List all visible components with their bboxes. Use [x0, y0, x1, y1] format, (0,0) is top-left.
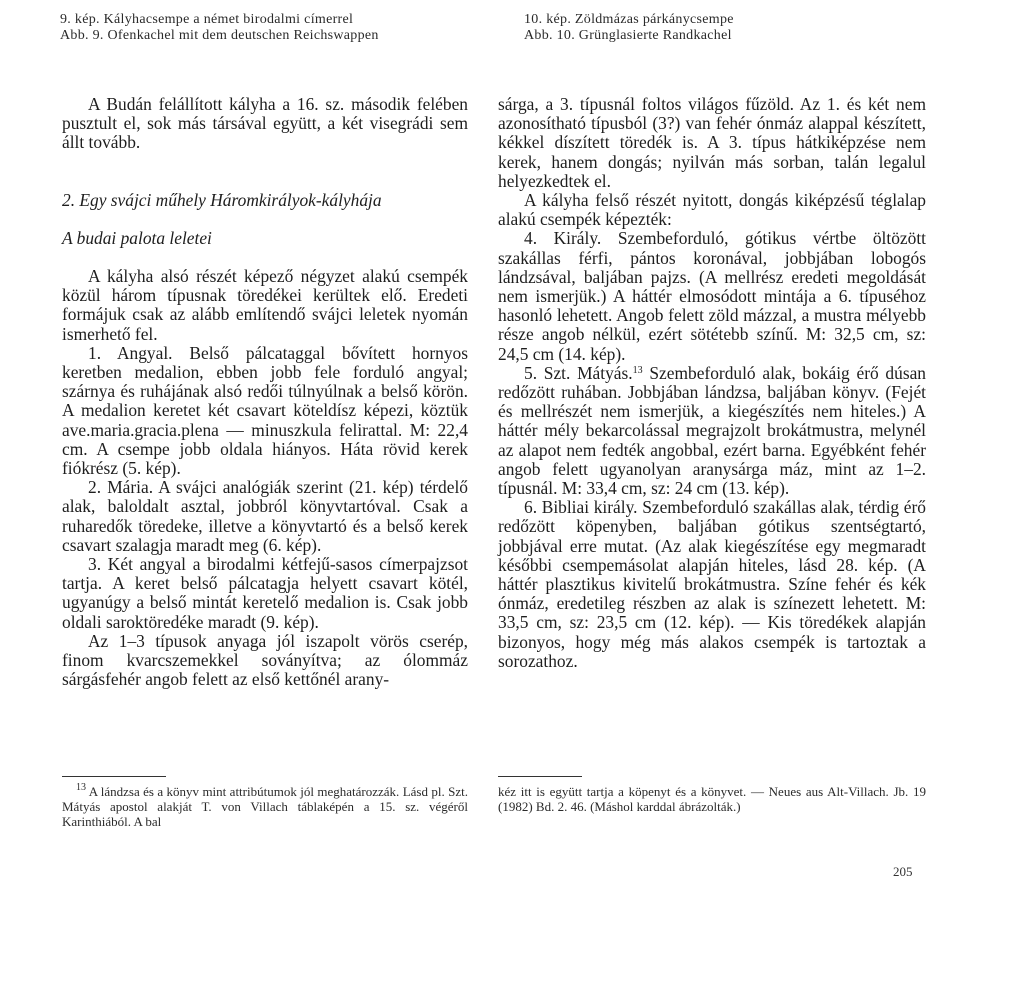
- type-5-title: 5. Szt. Mátyás.: [524, 362, 633, 383]
- section-heading: 2. Egy svájci műhely Háromkirályok-kályhája: [62, 189, 382, 210]
- material-paragraph: Az 1–3 típusok anyaga jól iszapolt vörös cserép, finom kvarcszemekkel soványítva; az ólommáz sárgásfehér angob felett az első kettőnél arany-: [62, 630, 468, 690]
- footnote-13-text: A lándzsa és a könyv mint attribútumok jól meghatározzák. Lásd pl. Szt. Mátyás apostol alakját T. von Villach táblaképén a 15. sz. végéről Karinthiából. A bal: [62, 784, 468, 829]
- subheading: A budai palota leletei: [62, 227, 212, 248]
- type-4-king-paragraph: 4. Király. Szembeforduló, gótikus vértbe öltözött szakállas férfi, pántos koronával, jobbjában lobogós lándzsával, baljában pajzs. (A mellrész eredeti megoldását nem ismerjük.) A háttér elmosódott mintája a 6. típuséhoz hasonló lehetett. Angob felett zöld mázzal, a mustra mélyebb része angob nélkül, ezért sötétebb színű. M: 32,5 cm, sz: 24,5 cm (14. kép).: [498, 228, 926, 364]
- footnote-right: [498, 784, 926, 814]
- type-6-biblical-king-paragraph: 6. Bibliai király. Szembeforduló szakállas alak, térdig érő redőzött köpenyben, baljában gótikus szentségtartó, jobbjával erre mutat. (Az alak kiegészítése egy megmaradt későbbi csempemásolat alapján hiteles, lásd 28. kép. (A háttér plasztikus kivitelű brokátmustra. Színe fehér és kék ónmáz, eredetileg részben az alak is színezett lehetett. M: 33,5 cm, sz: 23,5 cm (12. kép). — Kis töredékek alapján bizonyos, hogy még más alakos csempék is tartoztak a sorozathoz.: [498, 497, 926, 671]
- type-5-text: Szembeforduló alak, bokáig érő dúsan redőzött ruhában. Jobbjában lándzsa, baljában könyv. (Fejét és mellrészét nem ismerjük, a kiegészítés nem hiteles.) A háttér mély bekarcolással megrajzolt brokátmustra, melynél az alapot nem fedték angobbal, ezért barna. Egyébként fehér angob felett ugyanolyan aranysárga máz, mint az 1–2. típusnál. M: 33,4 cm, sz: 24 cm (13. kép).: [498, 362, 926, 499]
- footnote-reference-13: 13: [632, 364, 643, 376]
- footnote-13-continuation: kéz itt is együtt tartja a köpenyt és a könyvet. — Neues aus Alt-Villach. Jb. 19 (1982) Bd. 2. 46. (Máshol karddal ábrázolták.): [498, 784, 926, 814]
- footnote-left: [62, 784, 468, 829]
- right-text-column: [498, 95, 926, 671]
- footnote-rule-right: [498, 776, 582, 777]
- glaze-continuation-paragraph: sárga, a 3. típusnál foltos világos fűzöld. Az 1. és két nem azonosítható típusból (3?) van fehér ónmáz alappal készített, kékkel díszített töredék is. A 3. típus hátkiképzése nem kerek, hanem dongás; nyilván más sorban, talán legalul helyezkedtek el.: [498, 94, 926, 191]
- figure-caption-9-hungarian: 9. kép. Kályhacsempe a német birodalmi címerrel: [60, 12, 354, 27]
- footnote-number: 13: [76, 782, 86, 793]
- type-5-st-matthias-paragraph: [498, 364, 926, 498]
- intro-paragraph: A Budán felállított kályha a 16. sz. második felében pusztult el, sok más társával együtt, a két visegrádi sem állt tovább.: [62, 94, 468, 153]
- figure-caption-10-hungarian: 10. kép. Zöldmázas párkánycsempe: [524, 12, 734, 27]
- type-2-mary-paragraph: 2. Mária. A svájci analógiák szerint (21. kép) térdelő alak, baloldalt asztal, jobbról könyvtartóval. Csak a ruharedők töredeke, illetve a könyvtartó és a belső kerek csavart szalagja maradt meg (6. kép).: [62, 477, 468, 555]
- upper-tiles-paragraph: A kályha felső részét nyitott, dongás kiképzésű téglalap alakú csempék képezték:: [498, 190, 926, 230]
- page-number: 205: [893, 864, 913, 879]
- left-text-column: [62, 95, 468, 689]
- type-3-angels-paragraph: 3. Két angyal a birodalmi kétfejű-sasos címerpajzsot tartja. A keret belső pálcatagja helyett csavart kötél, ugyanúgy a belső mintát keretelő medalion is. Csak jobb oldali saroktöredéke maradt (9. kép).: [62, 554, 468, 632]
- figure-caption-10-german: Abb. 10. Grünglasierte Randkachel: [524, 28, 732, 43]
- finds-paragraph: A kályha alsó részét képező négyzet alakú csempék közül három típusnak töredékei kerültek elő. Eredeti formájuk csak az alább említendő svájci leletek nyomán ismerhető fel.: [62, 266, 468, 344]
- type-1-angel-paragraph: 1. Angyal. Belső pálcataggal bővített hornyos keretben medalion, ebben jobb fele forduló angyal; szárnya és ruhájának alsó redői túlnyúlnak a belső körön. A medalion keretet két csavart köteldísz képezi, köztük ave.maria.gracia.plena — minuszkula felirattal. M: 22,4 cm. A csempe jobb oldala hiányos. Háta rövid kerek fiókrész (5. kép).: [62, 342, 468, 479]
- figure-caption-9-german: Abb. 9. Ofenkachel mit dem deutschen Reichswappen: [60, 28, 379, 43]
- footnote-rule-left: [62, 776, 166, 777]
